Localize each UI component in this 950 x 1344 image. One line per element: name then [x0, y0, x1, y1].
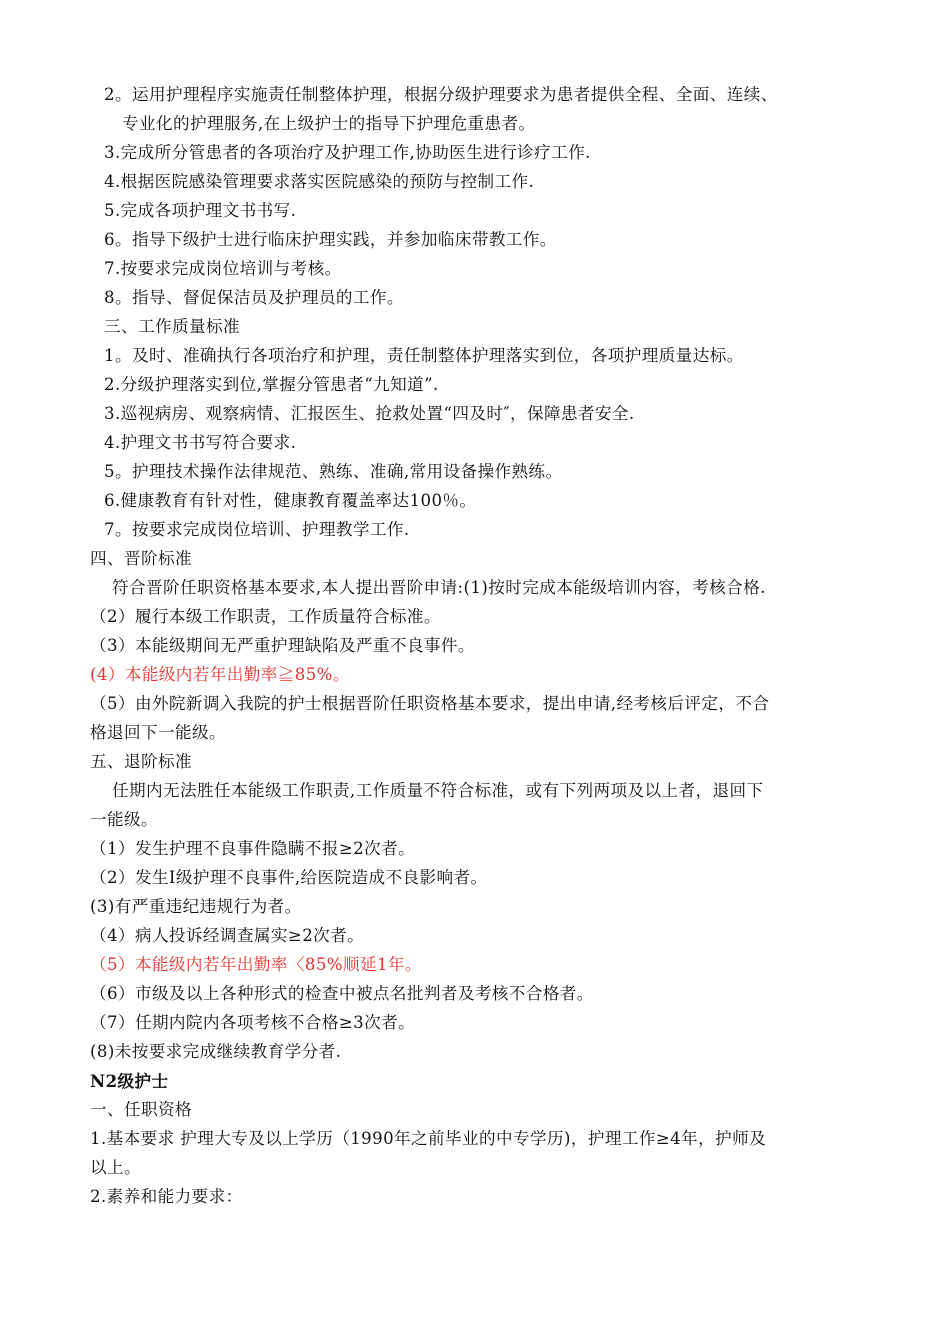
text-line: （6）市级及以上各种形式的检查中被点名批判者及考核不合格者。 — [90, 984, 594, 1003]
text-line: 1.基本要求 护理大专及以上学历（1990年之前毕业的中专学历)，护理工作≥4年，护师及 — [90, 1129, 767, 1148]
text-line: 2.素养和能力要求： — [90, 1187, 243, 1206]
text-line: 格退回下一能级。 — [90, 723, 226, 742]
text-line: 5。护理技术操作法律规范、熟练、准确,常用设备操作熟练。 — [104, 462, 563, 481]
highlighted-text-line: (4）本能级内若年出勤率≧85%。 — [90, 665, 350, 684]
level-heading: N2级护士 — [90, 1071, 169, 1091]
text-line: （3）本能级期间无严重护理缺陷及严重不良事件。 — [90, 636, 475, 655]
text-line: 6。指导下级护士进行临床护理实践，并参加临床带教工作。 — [104, 230, 557, 249]
text-line: 3.巡视病房、观察病情、汇报医生、抢救处置“四及时″，保障患者安全. — [104, 404, 635, 423]
text-line: 3.完成所分管患者的各项治疗及护理工作,协助医生进行诊疗工作. — [104, 143, 591, 162]
text-line: 8。指导、督促保洁员及护理员的工作。 — [104, 288, 404, 307]
text-line: 4.根据医院感染管理要求落实医院感染的预防与控制工作. — [104, 172, 535, 191]
section-heading: 三、工作质量标准 — [104, 317, 240, 336]
text-line: （1）发生护理不良事件隐瞒不报≥2次者。 — [90, 839, 416, 858]
text-line: （7）任期内院内各项考核不合格≥3次者。 — [90, 1013, 416, 1032]
text-line: 任期内无法胜任本能级工作职责,工作质量不符合标准，或有下列两项及以上者，退回下 — [112, 781, 764, 800]
text-line: 以上。 — [90, 1158, 141, 1177]
section-heading: 四、晋阶标准 — [90, 549, 192, 568]
section-heading: 五、退阶标准 — [90, 752, 192, 771]
text-line: 2.分级护理落实到位,掌握分管患者“九知道”. — [104, 375, 439, 394]
text-line: 7。按要求完成岗位培训、护理教学工作. — [104, 520, 410, 539]
text-line: 2。运用护理程序实施责任制整体护理，根据分级护理要求为患者提供全程、全面、连续、 — [104, 85, 778, 104]
text-line: 6.健康教育有针对性，健康教育覆盖率达100％。 — [104, 491, 477, 510]
text-line: （4）病人投诉经调查属实≥2次者。 — [90, 926, 365, 945]
text-line: (3)有严重违纪违规行为者。 — [90, 897, 302, 916]
text-line: 5.完成各项护理文书书写. — [104, 201, 297, 220]
section-heading: 一、任职资格 — [90, 1100, 192, 1119]
text-line: （5）由外院新调入我院的护士根据晋阶任职资格基本要求，提出申请,经考核后评定，不合 — [90, 694, 770, 713]
text-line: （2）履行本级工作职责，工作质量符合标准。 — [90, 607, 441, 626]
highlighted-text-line: （5）本能级内若年出勤率〈85%顺延1年。 — [90, 955, 422, 974]
text-line: 7.按要求完成岗位培训与考核。 — [104, 259, 342, 278]
text-line: 1。及时、准确执行各项治疗和护理，责任制整体护理落实到位，各项护理质量达标。 — [104, 346, 744, 365]
text-line: 专业化的护理服务,在上级护士的指导下护理危重患者。 — [122, 114, 536, 133]
text-line: (8)未按要求完成继续教育学分者. — [90, 1042, 342, 1061]
text-line: 一能级。 — [90, 810, 158, 829]
text-line: 4.护理文书书写符合要求. — [104, 433, 297, 452]
text-line: 符合晋阶任职资格基本要求,本人提出晋阶申请:(1)按时完成本能级培训内容，考核合格. — [112, 578, 766, 597]
text-line: （2）发生Ⅰ级护理不良事件,给医院造成不良影响者。 — [90, 868, 488, 887]
